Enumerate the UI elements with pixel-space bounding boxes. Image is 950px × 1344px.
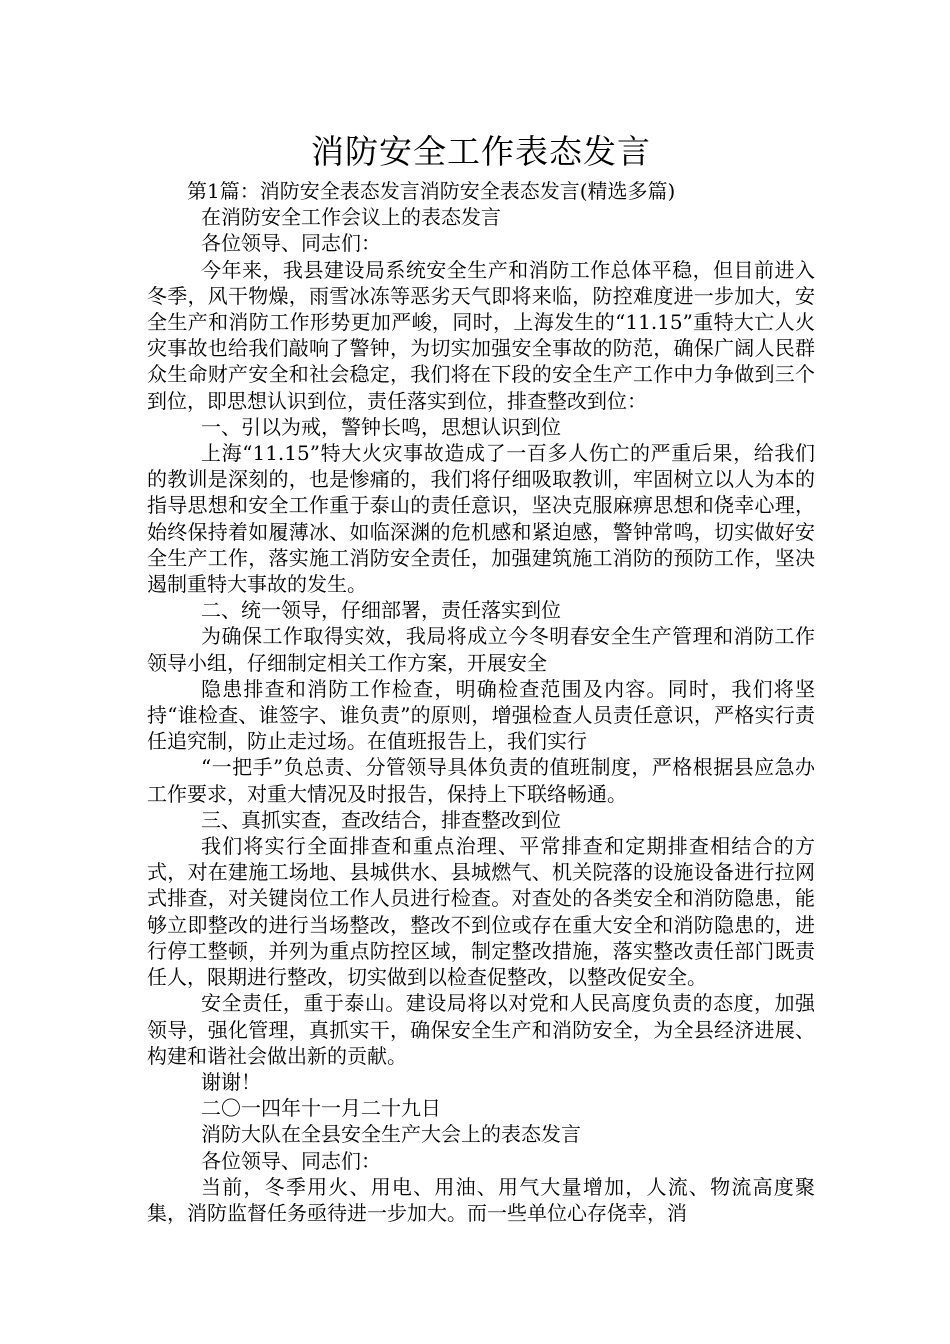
paragraph-section-3: 我们将实行全面排查和重点治理、平常排查和定期排查相结合的方式，对在建施工场地、县城供水、县城燃气、机关院落的设施设备进行拉网式排查，对关键岗位工作人员进行检查。对查处的各类安全和消防隐患，能够立即整改的进行当场整改，整改不到位或存在重大安全和消防隐患的，进行停工整顿，并列为重点防控区域，制定整改措施，落实整改责任部门既责任人，限期进行整改，切实做到以检查促整改，以整改促安全。 (147, 834, 815, 990)
document-subtitle: 第1篇：消防安全表态发言消防安全表态发言(精选多篇) (187, 179, 676, 203)
section-heading-3: 三、真抓实查，查改结合，排查整改到位 (201, 807, 561, 832)
date-line: 二〇一四年十一月二十九日 (201, 1096, 441, 1121)
paragraph-section-2c: “一把手”负总责、分管领导具体负责的值班制度，严格根据县应急办工作要求，对重大情况及时报告，保持上下联络畅通。 (147, 755, 815, 806)
document-body (147, 130, 815, 1226)
thanks-line: 谢谢！ (201, 1069, 261, 1094)
paragraph-section-2b: 隐患排查和消防工作检查，明确检查范围及内容。同时，我们将坚持“谁检查、谁签字、谁负责”的原则，增强检查人员责任意识，严格实行责任追究制，防止走过场。在值班报告上，我们实行 (147, 676, 815, 754)
salutation: 各位领导、同志们： (201, 231, 381, 256)
second-speech-title: 消防大队在全县安全生产大会上的表态发言 (201, 1122, 581, 1147)
document-title: 消防安全工作表态发言 (311, 132, 651, 171)
paragraph-section-2a: 为确保工作取得实效，我局将成立今冬明春安全生产管理和消防工作领导小组，仔细制定相关工作方案，开展安全 (147, 624, 815, 675)
paragraph-intro: 今年来，我县建设局系统安全生产和消防工作总体平稳，但目前进入冬季，风干物燥，雨雪冰冻等恶劣天气即将来临，防控难度进一步加大，安全生产和消防工作形势更加严峻，同时，上海发生的“11.15”重特大亡人火灾事故也给我们敲响了警钟，为切实加强安全事故的防范，确保广阔人民群众生命财产安全和社会稳定，我们将在下段的安全生产工作中力争做到三个到位，即思想认识到位，责任落实到位，排查整改到位： (147, 257, 815, 413)
paragraph-second-intro: 当前，冬季用火、用电、用油、用气大量增加，人流、物流高度聚集，消防监督任务亟待进一步加大。而一些单位心存侥幸，消 (147, 1174, 815, 1225)
second-salutation: 各位领导、同志们： (201, 1148, 381, 1173)
section-heading-2: 二、统一领导，仔细部署，责任落实到位 (201, 598, 561, 623)
section-heading-1: 一、引以为戒，警钟长鸣，思想认识到位 (201, 414, 561, 439)
paragraph-section-1: 上海“11.15”特大火灾事故造成了一百多人伤亡的严重后果，给我们的教训是深刻的，也是惨痛的，我们将仔细吸取教训，牢固树立以人为本的指导思想和安全工作重于泰山的责任意识，坚决克服麻痹思想和侥幸心理，始终保持着如履薄冰、如临深渊的危机感和紧迫感，警钟常鸣，切实做好安全生产工作，落实施工消防安全责任，加强建筑施工消防的预防工作，坚决遏制重特大事故的发生。 (147, 441, 815, 597)
speech-title: 在消防安全工作会议上的表态发言 (201, 205, 501, 230)
paragraph-conclusion: 安全责任，重于泰山。建设局将以对党和人民高度负责的态度，加强领导，强化管理，真抓实干，确保安全生产和消防安全，为全县经济进展、构建和谐社会做出新的贡献。 (147, 991, 815, 1068)
